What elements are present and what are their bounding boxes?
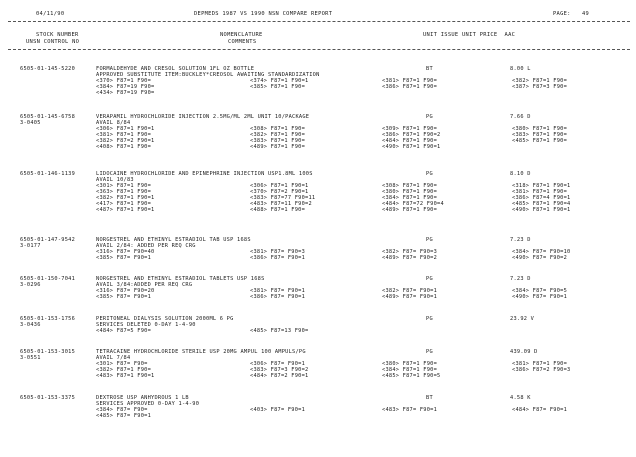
- facility-quantity: <490> F87=1 F90=1: [382, 144, 441, 150]
- facility-quantity: <382> F87=1 F90=: [512, 78, 568, 84]
- comment: AVAIL 10/83: [96, 177, 134, 183]
- facility-quantity: <384> F87=1 F90=: [382, 195, 438, 201]
- facility-quantity: <408> F87=1 F90=: [96, 144, 152, 150]
- facility-quantity: <380> F87=1 F90=: [382, 189, 438, 195]
- facility-quantity: <384> F87= F90=5: [512, 288, 568, 294]
- unit-price: 439.09 D: [510, 349, 538, 355]
- nomenclature: DEXTROSE USP ANHYDROUS 1 LB: [96, 395, 189, 401]
- facility-quantity: <385> F87= F90=1: [96, 255, 152, 261]
- nomenclature: NORGESTREL AND ETHINYL ESTRADIOL TAB USP 168S: [96, 237, 251, 243]
- nomenclature: LIDOCAINE HYDROCHLORIDE AND EPINEPHRINE INJECTION USP1.8ML 100S: [96, 171, 313, 177]
- control-number: 3-0436: [20, 322, 41, 328]
- nomenclature: TETRACAINE HYDROCHLORIDE STERILE USP 20MG AMPUL 100 AMPULS/PG: [96, 349, 306, 355]
- facility-quantity: <306> F87= F90=1: [250, 361, 306, 367]
- unit-price: 7.66 D: [510, 114, 531, 120]
- unit-price: 7.23 D: [510, 276, 531, 282]
- facility-quantity: <382> F87= F90=3: [382, 249, 438, 255]
- facility-quantity: <483> F87= F90=1: [382, 407, 438, 413]
- unit-price: 23.92 V: [510, 316, 535, 322]
- facility-quantity: <309> F87=1 F90=: [382, 126, 438, 132]
- unit-issue: PG: [426, 114, 433, 120]
- stock-number: 6505-01-153-1756: [20, 316, 76, 322]
- stock-number: 6505-01-147-9542: [20, 237, 76, 243]
- facility-quantity: <381> F87=1 F90=: [512, 361, 568, 367]
- column-unsn-control: UNSN CONTROL NO: [26, 39, 80, 45]
- unit-issue: PG: [426, 276, 433, 282]
- facility-quantity: <382> F87= F90=1: [382, 288, 438, 294]
- facility-quantity: <485> F87=13 F90=: [250, 328, 309, 334]
- column-nomenclature: NOMENCLATURE: [220, 32, 263, 38]
- facility-quantity: <489> F87= F90=2: [382, 255, 438, 261]
- unit-issue: PG: [426, 349, 433, 355]
- facility-quantity: <386> F87=2 F90=3: [512, 367, 571, 373]
- unit-issue: BT: [426, 66, 433, 72]
- facility-quantity: <487> F87=1 F90=1: [96, 207, 155, 213]
- facility-quantity: <484> F87=2 F90=1: [250, 373, 309, 379]
- facility-quantity: <386> F87=1 F90=2: [382, 132, 441, 138]
- facility-quantity: <403> F87= F90=1: [250, 407, 306, 413]
- facility-quantity: <308> F87=1 F90=: [382, 183, 438, 189]
- header-divider: [8, 49, 630, 50]
- facility-quantity: <385> F87=1 F90=: [250, 84, 306, 90]
- stock-number: 6505-01-153-3375: [20, 395, 76, 401]
- facility-quantity: <381> F87=1 F90=: [512, 189, 568, 195]
- facility-quantity: <490> F87=1 F90=1: [512, 207, 571, 213]
- facility-quantity: <370> F87=1 F90=: [96, 78, 152, 84]
- facility-quantity: <417> F87=1 F90=: [96, 201, 152, 207]
- facility-quantity: <382> F87=1 F90=: [96, 367, 152, 373]
- facility-quantity: <386> F87=1 F90=: [382, 84, 438, 90]
- facility-quantity: <306> F87=1 F90=1: [250, 183, 309, 189]
- facility-quantity: <381> F87=1 F90=: [382, 78, 438, 84]
- facility-quantity: <382> F87=1 F90=1: [96, 195, 155, 201]
- facility-quantity: <383> F87=1 F90=: [512, 132, 568, 138]
- facility-quantity: <382> F87=1 F90=: [250, 132, 306, 138]
- stock-number: 6505-01-146-1139: [20, 171, 76, 177]
- report-date: 04/11/90: [36, 11, 65, 17]
- facility-quantity: <308> F87=1 F90=: [250, 126, 306, 132]
- stock-number: 6505-01-145-6758: [20, 114, 76, 120]
- top-divider: [8, 21, 630, 22]
- facility-quantity: <386> F87= F90=1: [250, 255, 306, 261]
- page-label: PAGE:: [553, 11, 571, 17]
- comment: AVAIL 3/84:ADDED PER REQ CRG: [96, 282, 193, 288]
- unit-price: 4.58 K: [510, 395, 531, 401]
- control-number: 3-0405: [20, 120, 41, 126]
- page-number: 49: [582, 11, 590, 17]
- facility-quantity: <488> F87=1 F90=: [250, 207, 306, 213]
- facility-quantity: <434> F87=19 F90=: [96, 90, 155, 96]
- facility-quantity: <380> F87=1 F90=: [382, 361, 438, 367]
- comment: SERVICES DELETED 0-DAY 1-4-90: [96, 322, 196, 328]
- facility-quantity: <483> F87=11 F90=2: [250, 201, 312, 207]
- unit-issue: PG: [426, 237, 433, 243]
- comment: AVAIL 7/84: [96, 355, 131, 361]
- facility-quantity: <489> F87=1 F90=: [250, 144, 306, 150]
- facility-quantity: <381> F87=1 F90=: [96, 132, 152, 138]
- unit-price: 8.10 D: [510, 171, 531, 177]
- unit-issue: PG: [426, 316, 433, 322]
- facility-quantity: <384> F87=1 F90=: [382, 367, 438, 373]
- facility-quantity: <490> F87= F90=2: [512, 255, 568, 261]
- report-title: DEPMEDS 1987 VS 1990 NSN COMPARE REPORT: [194, 11, 333, 17]
- facility-quantity: <374> F87=1 F90=1: [250, 78, 309, 84]
- facility-quantity: <484> F87=1 F90=: [382, 138, 438, 144]
- facility-quantity: <316> F87= F90=40: [96, 249, 155, 255]
- facility-quantity: <385> F87= F90=1: [96, 294, 152, 300]
- facility-quantity: <484> F87=5 F90=: [96, 328, 152, 334]
- stock-number: 6505-01-150-7041: [20, 276, 76, 282]
- facility-quantity: <382> F87=2 F90=1: [96, 138, 155, 144]
- column-comments: COMMENTS: [228, 39, 257, 45]
- facility-quantity: <383> F87=77 F90=11: [250, 195, 316, 201]
- control-number: 3-0551: [20, 355, 41, 361]
- stock-number: 6505-01-153-3015: [20, 349, 76, 355]
- comment: AVAIL 8/84: [96, 120, 131, 126]
- facility-quantity: <489> F87= F90=1: [382, 294, 438, 300]
- unit-price: 8.00 L: [510, 66, 531, 72]
- unit-issue: PG: [426, 171, 433, 177]
- facility-quantity: <485> F87=1 F90=: [512, 138, 568, 144]
- facility-quantity: <380> F87=1 F90=: [512, 126, 568, 132]
- column-price-headers: UNIT ISSUE UNIT PRICE AAC: [423, 32, 516, 38]
- unit-issue: BT: [426, 395, 433, 401]
- facility-quantity: <485> F87= F90=1: [96, 413, 152, 419]
- facility-quantity: <383> F87=3 F90=2: [250, 367, 309, 373]
- nomenclature: VERAPAMIL HYDROCHLORIDE INJECTION 2.5MG/ML 2ML UNIT 10/PACKAGE: [96, 114, 310, 120]
- facility-quantity: <316> F87= F90=20: [96, 288, 155, 294]
- unit-price: 7.23 D: [510, 237, 531, 243]
- facility-quantity: <386> F87= F90=1: [250, 294, 306, 300]
- facility-quantity: <386> F87=4 F90=1: [512, 195, 571, 201]
- comment: SERVICES APPROVED 0-DAY 1-4-90: [96, 401, 200, 407]
- control-number: 3-0177: [20, 243, 41, 249]
- facility-quantity: <483> F87=1 F90=1: [96, 373, 155, 379]
- facility-quantity: <484> F87= F90=1: [512, 407, 568, 413]
- control-number: 3-0296: [20, 282, 41, 288]
- facility-quantity: <383> F87=1 F90=: [250, 138, 306, 144]
- facility-quantity: <381> F87= F90=1: [250, 288, 306, 294]
- stock-number: 6505-01-145-5220: [20, 66, 76, 72]
- facility-quantity: <301> F87=1 F90=: [96, 183, 152, 189]
- facility-quantity: <489> F87=1 F90=: [382, 207, 438, 213]
- facility-quantity: <490> F87= F90=1: [512, 294, 568, 300]
- column-stock-number: STOCK NUMBER: [36, 32, 79, 38]
- facility-quantity: <387> F87=3 F90=: [512, 84, 568, 90]
- facility-quantity: <381> F87= F90=3: [250, 249, 306, 255]
- facility-quantity: <384> F87= F90=10: [512, 249, 571, 255]
- facility-quantity: <485> F87=1 F90=5: [382, 373, 441, 379]
- facility-quantity: <484> F87=72 F90=4: [382, 201, 444, 207]
- facility-quantity: <318> F87=1 F90=1: [512, 183, 571, 189]
- nomenclature: FORMALDEHYDE AND CRESOL SOLUTION 1FL OZ BOTTLE: [96, 66, 255, 72]
- facility-quantity: <384> F87=19 F90=: [96, 84, 155, 90]
- facility-quantity: <384> F87= F90=: [96, 407, 148, 413]
- nomenclature: NORGESTREL AND ETHINYL ESTRADIOL TABLETS USP 168S: [96, 276, 265, 282]
- facility-quantity: <485> F87=1 F90=4: [512, 201, 571, 207]
- facility-quantity: <363> F87=1 F90=: [96, 189, 152, 195]
- comment: AVAIL 2/84: ADDED PER REQ CRG: [96, 243, 196, 249]
- facility-quantity: <370> F87=2 F90=1: [250, 189, 309, 195]
- facility-quantity: <306> F87=1 F90=1: [96, 126, 155, 132]
- facility-quantity: <301> F87= F90=: [96, 361, 148, 367]
- comment: APPROVED SUBSTITUTE ITEM:BUCKLEY*CREOSOL AWAITING STANDARDIZATION: [96, 72, 320, 78]
- nomenclature: PERITONEAL DIALYSIS SOLUTION 2000ML 6 PG: [96, 316, 234, 322]
